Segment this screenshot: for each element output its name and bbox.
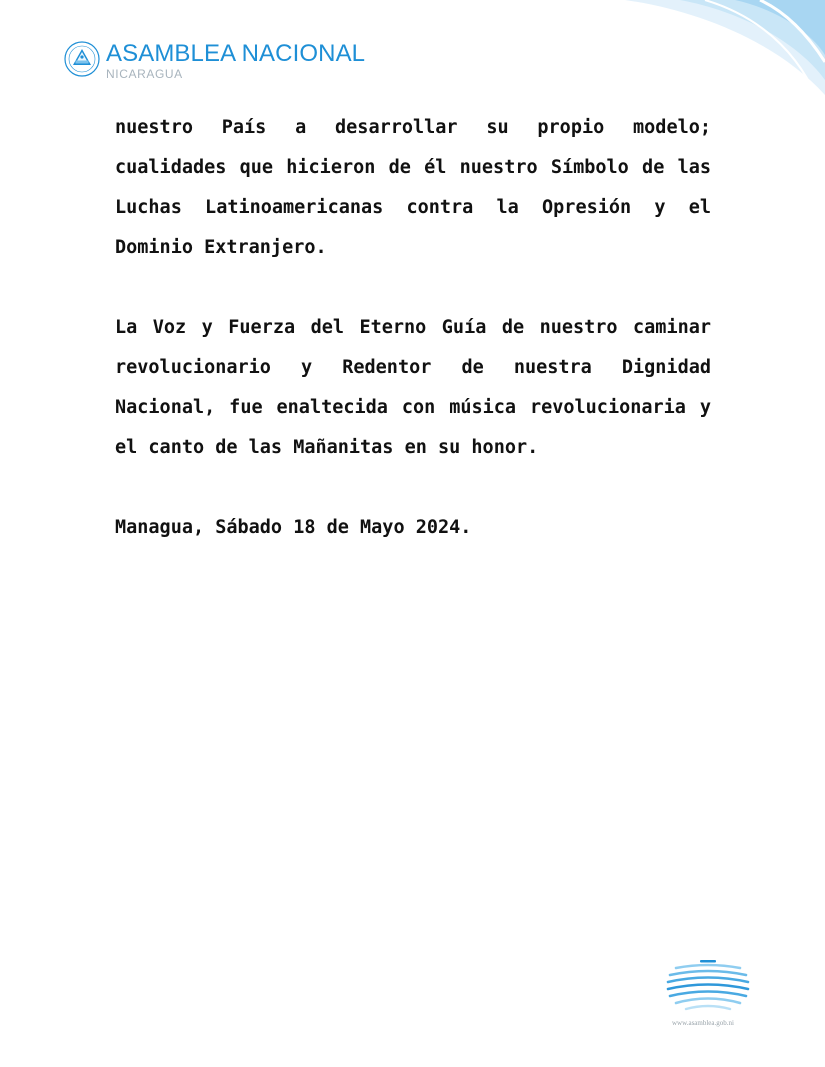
brand-name: ASAMBLEA NACIONAL bbox=[106, 40, 366, 67]
assembly-hemicycle-icon bbox=[666, 958, 750, 1014]
document-body bbox=[115, 108, 711, 548]
body-paragraph-2: La Voz y Fuerza del Eterno Guía de nuestro caminar revolucionario y Redentor de nuestra Dignidad Nacional, fue enaltecida con música revolucionaria y el canto de las Mañanitas en su honor. bbox=[115, 317, 711, 458]
body-paragraph-1: nuestro País a desarrollar su propio modelo; cualidades que hicieron de él nuestro Símbolo de las Luchas Latinoamericanas contra la Opresión y el Dominio Extranjero. bbox=[115, 117, 711, 258]
dateline: Managua, Sábado 18 de Mayo 2024. bbox=[115, 517, 472, 538]
nicaragua-coat-of-arms-icon bbox=[64, 41, 100, 77]
brand-subtitle: NICARAGUA bbox=[106, 67, 183, 81]
header bbox=[64, 40, 365, 81]
footer-website-url: www.asamblea.gob.ni bbox=[672, 1019, 734, 1027]
